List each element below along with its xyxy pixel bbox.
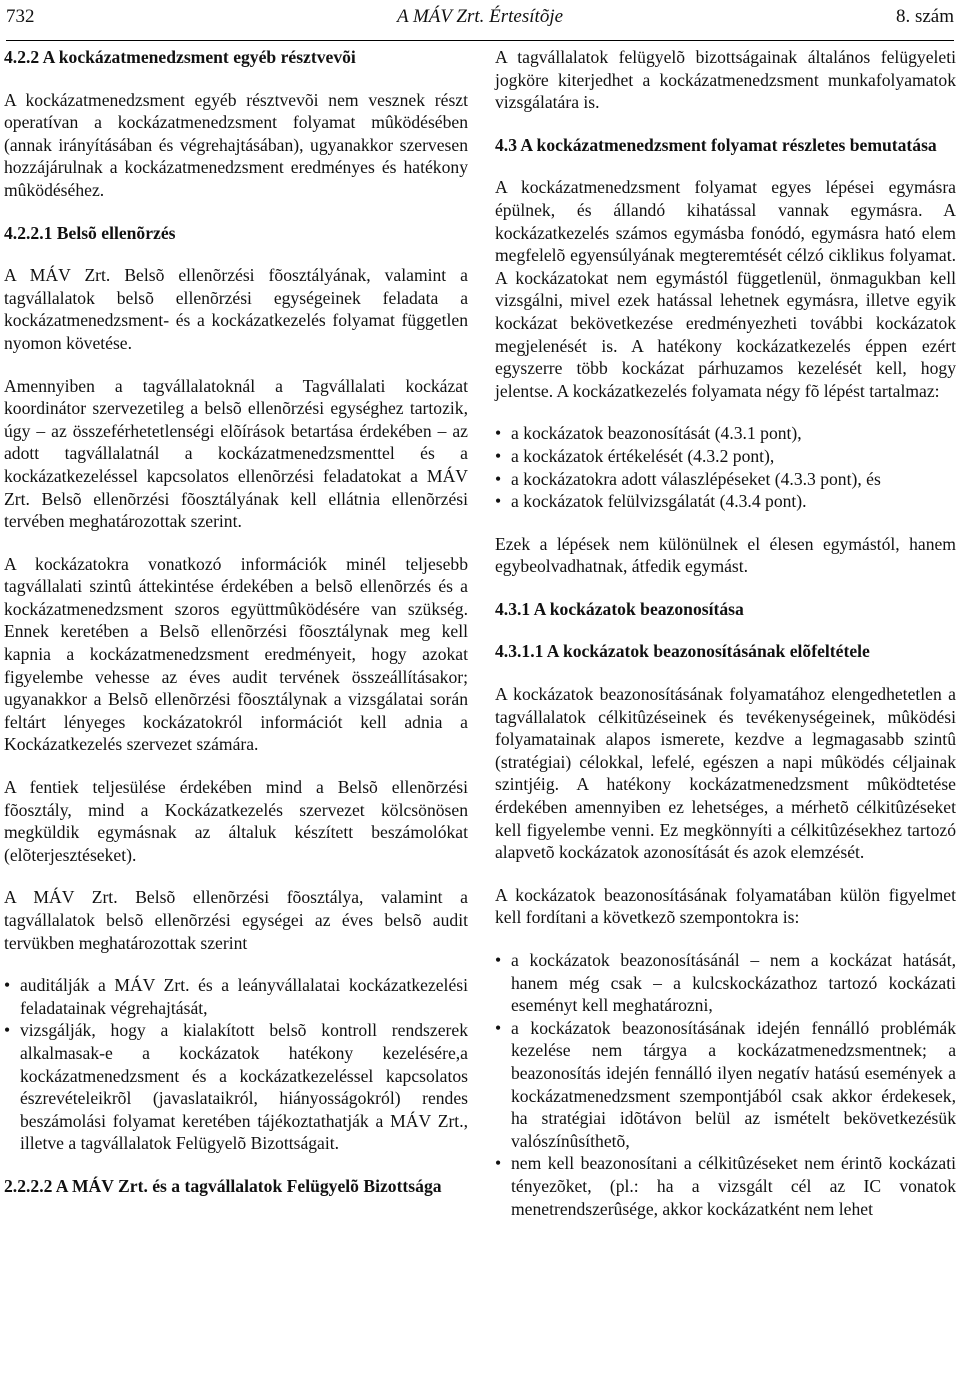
section-heading-4-3-1: 4.3.1 A kockázatok beazonosítása bbox=[495, 598, 744, 619]
list-item: • a kockázatokra adott válaszlépéseket (4.3.3 pont), és bbox=[495, 468, 956, 491]
left-column bbox=[4, 46, 468, 1218]
list-item: • a kockázatok beazonosítását (4.3.1 pont), bbox=[495, 422, 956, 445]
section-heading-4-3: 4.3 A kockázatmenedzsment folyamat részletes bemutatása bbox=[495, 134, 937, 155]
issue-number: 8. szám bbox=[895, 6, 954, 27]
bullet-list bbox=[495, 949, 956, 1220]
paragraph: A kockázatok beazonosításának folyamatához elengedhetetlen a tagvállalatok célkitûzéseinek és tevékenységeinek, mûködési folyamatainak alapos ismerete, kezdve a legmagasabb szintû (stratégiai) célokkal, lefelé, egészen a napi mûködés céljainak szintjéig. A hatékony kockázatmenedzsment mûködtetése érdekében amennyiben ez lehetséges, a mérhetõ célkitûzéseket kell figyelembe venni. Ez megkönnyíti a célkitûzésekhez tartozó alapvetõ kockázatok azonosítását és azok elemzését. bbox=[495, 684, 956, 863]
list-item: • a kockázatok felülvizsgálatát (4.3.4 pont). bbox=[495, 490, 956, 513]
section-heading-2-2-2-2: 2.2.2.2 A MÁV Zrt. és a tagvállalatok Felügyelõ Bizottsága bbox=[4, 1175, 442, 1196]
paragraph: A kockázatmenedzsment egyéb résztvevõi nem vesznek részt operatívan a kockázatmenedzsment folyamat mûködésében (annak irányításában és végrehajtásában), ugyanakkor szervesen hozzájárulnak a kockázatmenedzsment eredményes és hatékony mûködéséhez. bbox=[4, 89, 468, 200]
list-item: • a kockázatok beazonosításánál – nem a kockázat hatását, hanem még csak – a kulcskockázathoz tartozó kockázati eseményt kell meghatározni, bbox=[495, 949, 956, 1017]
section-heading-4-2-2: 4.2.2 A kockázatmenedzsment egyéb résztvevõi bbox=[4, 47, 356, 67]
list-item: • nem kell beazonosítani a célkitûzéseket nem érintõ kockázati tényezõket, (pl.: ha a vizsgált cél az IC vonatok menetrendszerûsége, akkor kockázatként nem lehet bbox=[495, 1152, 956, 1220]
list-item: • a kockázatok értékelését (4.3.2 pont), bbox=[495, 445, 956, 468]
page-number: 732 bbox=[6, 6, 35, 27]
page-header bbox=[6, 0, 954, 41]
paragraph: A fentiek teljesülése érdekében mind a Belsõ ellenõrzési fõosztály, mind a Kockázatkezelés szervezet kölcsönösen megküldik egymásnak az általuk készített beszámolókat (elõterjesztéseket). bbox=[4, 777, 468, 865]
list-item: • auditálják a MÁV Zrt. és a leányvállalatai kockázatkezelési feladatainak végrehajtását, bbox=[4, 974, 468, 1019]
paragraph: A MÁV Zrt. Belsõ ellenõrzési fõosztályának, valamint a tagvállalatok belsõ ellenõrzési egységeinek feladata a kockázatmenedzsment- és a kockázatkezelés folyamat független nyomon követése. bbox=[4, 265, 468, 353]
paragraph: Amennyiben a tagvállalatoknál a Tagvállalati kockázat koordinátor szervezetileg a belsõ ellenõrzési egységhez tartozik, úgy – az összeférhetetlenségi elõírások betartása érdekében – az adott tagvállalatnál a kockázatmenedzsmenttel és a kockázatkezeléssel kapcsolatos ellenõrzési feladatokat a MÁV Zrt. Belsõ ellenõrzési fõosztályának kell ellátnia ellenõrzési tervében meghatározottak szerint. bbox=[4, 375, 468, 532]
paragraph: A kockázatokra vonatkozó információk minél teljesebb tagvállalati szintû áttekintése érdekében a belsõ ellenõrzés és a kockázatmenedzsment szoros együttmûködésére van szükség. Ennek keretében a Belsõ ellenõrzési fõosztálynak meg kell kapnia a kockázatmenedzsment eredményeit, hogy azokat figyelembe vehesse az éves audit tervének összeállításakor; ugyanakkor a Belsõ ellenõrzési fõosztálynak a vizsgálatai során feltárt lényeges kockázatokról információt kell adnia a Kockázatkezelés szervezet számára. bbox=[4, 553, 468, 755]
paragraph: A MÁV Zrt. Belsõ ellenõrzési fõosztálya, valamint a tagvállalatok belsõ ellenõrzési egységei az éves belsõ audit tervükben meghatározottak szerint bbox=[4, 887, 468, 953]
paragraph: A tagvállalatok felügyelõ bizottságainak általános felügyeleti jogköre kiterjedhet a kockázatmenedzsment munkafolyamatok vizsgálatára is. bbox=[495, 47, 956, 113]
paragraph: Ezek a lépések nem különülnek el élesen egymástól, hanem egybeolvadhatnak, átfedik egymást. bbox=[495, 533, 956, 577]
journal-title: A MÁV Zrt. Értesítõje bbox=[396, 6, 564, 27]
bullet-list bbox=[4, 974, 468, 1155]
list-item: • a kockázatok beazonosításának idején fennálló problémák kezelése nem tárgya a kockázatmenedzsmentnek; a beazonosítás idején fennálló ilyen negatív hatású események a kockázatmenedzsment szempontjából csak akkor érdekesek, ha stratégiai idõtávon belül az ismételt bekövetkezésük valószínûsíthetõ, bbox=[495, 1017, 956, 1153]
section-heading-4-3-1-1: 4.3.1.1 A kockázatok beazonosításának elõfeltétele bbox=[495, 641, 870, 662]
section-heading-4-2-2-1: 4.2.2.1 Belsõ ellenõrzés bbox=[4, 222, 176, 243]
paragraph: A kockázatok beazonosításának folyamatában külön figyelmet kell fordítani a következõ szempontokra is: bbox=[495, 884, 956, 928]
steps-list bbox=[495, 422, 956, 512]
right-column bbox=[495, 46, 956, 1240]
list-item: • vizsgálják, hogy a kialakított belsõ kontroll rendszerek alkalmasak-e a kockázatok hatékony kezelésére,a kockázatmenedzsment és a kockázatkezeléssel kapcsolatos észrevételeikrõl (javaslataikról, hiányosságokról) rendes beszámolási folyamat keretében tájékoztathatják a MÁV Zrt., illetve a tagvállalatok Felügyelõ Bizottságait. bbox=[4, 1019, 468, 1155]
paragraph: A kockázatmenedzsment folyamat egyes lépései egymásra épülnek, és állandó kihatással vannak egymásra. A kockázatkezelés számos egymásba fonódó, egymásra ható elem megfelelõ egyensúlyának megteremtését célzó ciklikus folyamat. A kockázatokat nem egymástól függetlenül, önmagukban kell vizsgálni, mivel ezek hatással lehetnek egymásra, illetve egyik kockázat bekövetkezése eredményezheti további kockázatok megjelenését is. A hatékony kockázatkezelés éppen ezért egyszerre több kockázat párhuzamos kezelését kell, hogy jelentse. A kockázatkezelés folyamata négy fõ lépést tartalmaz: bbox=[495, 177, 956, 401]
